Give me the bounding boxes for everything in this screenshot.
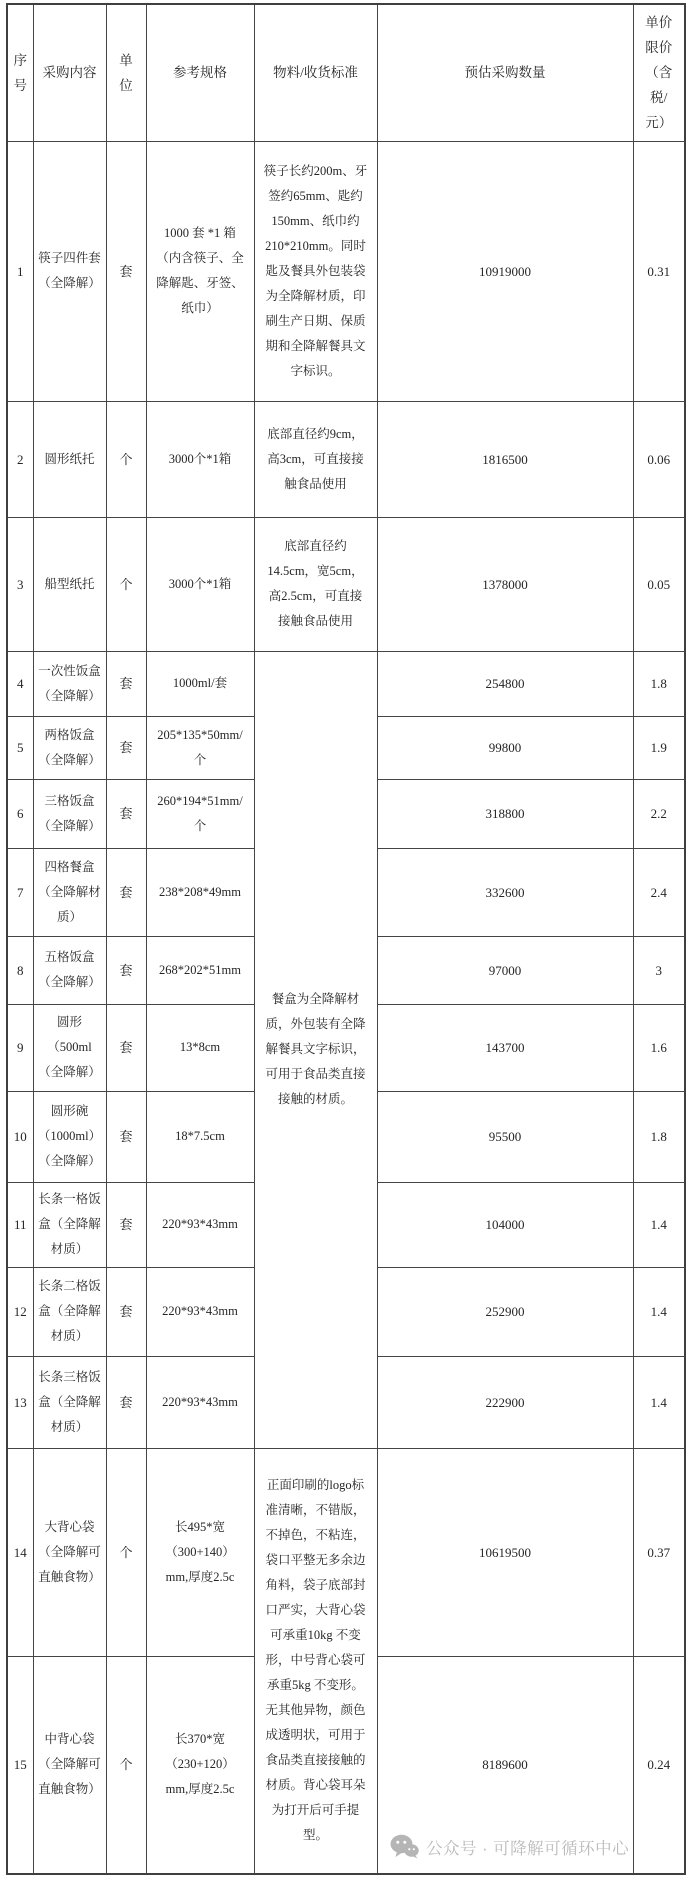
reference-spec: 220*93*43mm <box>146 1356 254 1448</box>
unit: 套 <box>106 1267 146 1356</box>
procurement-content: 中背心袋（全降解可直触食物） <box>33 1656 106 1874</box>
unit-price-limit: 1.8 <box>633 1091 685 1182</box>
unit-price-limit: 1.4 <box>633 1267 685 1356</box>
unit-price-limit: 2.2 <box>633 779 685 848</box>
procurement-content: 三格饭盒（全降解） <box>33 779 106 848</box>
estimated-qty: 8189600 <box>377 1656 633 1874</box>
estimated-qty: 1816500 <box>377 401 633 517</box>
col-header-no: 序号 <box>7 4 33 141</box>
unit: 套 <box>106 936 146 1004</box>
unit-price-limit: 0.31 <box>633 141 685 401</box>
unit: 个 <box>106 1448 146 1656</box>
procurement-content: 大背心袋（全降解可直触食物） <box>33 1448 106 1656</box>
col-header-price: 单价限价（含税/元） <box>633 4 685 141</box>
unit: 套 <box>106 716 146 779</box>
reference-spec: 长370*宽（230+120）mm,厚度2.5c <box>146 1656 254 1874</box>
col-header-unit: 单位 <box>106 4 146 141</box>
procurement-content: 长条一格饭盒（全降解材质） <box>33 1182 106 1267</box>
unit-price-limit: 3 <box>633 936 685 1004</box>
row-number: 8 <box>7 936 33 1004</box>
table-row <box>7 517 685 651</box>
procurement-content: 五格饭盒（全降解） <box>33 936 106 1004</box>
procurement-content: 船型纸托 <box>33 517 106 651</box>
unit: 套 <box>106 651 146 716</box>
watermark-label: 公众号 · 可降解可循环中心 <box>426 1840 630 1858</box>
estimated-qty: 99800 <box>377 716 633 779</box>
col-header-content: 采购内容 <box>33 4 106 141</box>
estimated-qty: 254800 <box>377 651 633 716</box>
procurement-content: 圆形碗（1000ml）（全降解） <box>33 1091 106 1182</box>
reference-spec: 1000ml/套 <box>146 651 254 716</box>
table-row <box>7 141 685 401</box>
estimated-qty: 1378000 <box>377 517 633 651</box>
reference-spec: 220*93*43mm <box>146 1182 254 1267</box>
unit-price-limit: 1.4 <box>633 1356 685 1448</box>
unit-price-limit: 1.4 <box>633 1182 685 1267</box>
procurement-content: 筷子四件套（全降解） <box>33 141 106 401</box>
row-number: 3 <box>7 517 33 651</box>
procurement-content: 两格饭盒（全降解） <box>33 716 106 779</box>
table-row <box>7 1448 685 1656</box>
procurement-content: 一次性饭盒（全降解） <box>33 651 106 716</box>
row-number: 12 <box>7 1267 33 1356</box>
col-header-spec: 参考规格 <box>146 4 254 141</box>
estimated-qty: 332600 <box>377 848 633 936</box>
unit-price-limit: 0.05 <box>633 517 685 651</box>
unit-price-limit: 1.6 <box>633 1004 685 1091</box>
unit-price-limit: 0.37 <box>633 1448 685 1656</box>
row-number: 5 <box>7 716 33 779</box>
unit-price-limit: 1.8 <box>633 651 685 716</box>
unit: 个 <box>106 517 146 651</box>
procurement-content: 圆形（500ml（全降解） <box>33 1004 106 1091</box>
unit-price-limit: 0.06 <box>633 401 685 517</box>
row-number: 10 <box>7 1091 33 1182</box>
material-standard: 餐盒为全降解材质，外包装有全降解餐具文字标识，可用于食品类直接接触的材质。 <box>254 651 377 1448</box>
row-number: 13 <box>7 1356 33 1448</box>
reference-spec: 268*202*51mm <box>146 936 254 1004</box>
reference-spec: 1000 套 *1 箱（内含筷子、全降解匙、牙签、纸巾） <box>146 141 254 401</box>
material-standard: 正面印刷的logo标准清晰，不错版，不掉色，不粘连，袋口平整无多余边角料，袋子底部封口严实，大背心袋可承重10kg 不变形，中号背心袋可承重5kg 不变形。 无其他异物，颜色成透明状，可用于食品类直接接触的材质。背心袋耳朵为打开后可手提型。 <box>254 1448 377 1874</box>
procurement-document-page <box>6 3 686 1875</box>
unit-price-limit: 2.4 <box>633 848 685 936</box>
procurement-content: 长条三格饭盒（全降解材质） <box>33 1356 106 1448</box>
reference-spec: 238*208*49mm <box>146 848 254 936</box>
unit-price-limit: 1.9 <box>633 716 685 779</box>
unit: 个 <box>106 401 146 517</box>
row-number: 7 <box>7 848 33 936</box>
unit-price-limit: 0.24 <box>633 1656 685 1874</box>
reference-spec: 220*93*43mm <box>146 1267 254 1356</box>
material-standard: 底部直径约9cm，高3cm，可直接接触食品使用 <box>254 401 377 517</box>
row-number: 11 <box>7 1182 33 1267</box>
reference-spec: 18*7.5cm <box>146 1091 254 1182</box>
unit: 个 <box>106 1656 146 1874</box>
procurement-table <box>6 3 686 1875</box>
estimated-qty: 10919000 <box>377 141 633 401</box>
estimated-qty: 318800 <box>377 779 633 848</box>
row-number: 6 <box>7 779 33 848</box>
unit: 套 <box>106 1004 146 1091</box>
estimated-qty: 97000 <box>377 936 633 1004</box>
reference-spec: 3000个*1箱 <box>146 401 254 517</box>
procurement-content: 圆形纸托 <box>33 401 106 517</box>
unit: 套 <box>106 848 146 936</box>
col-header-standard: 物料/收货标准 <box>254 4 377 141</box>
estimated-qty: 10619500 <box>377 1448 633 1656</box>
procurement-content: 四格餐盒（全降解材质） <box>33 848 106 936</box>
procurement-content: 长条二格饭盒（全降解材质） <box>33 1267 106 1356</box>
unit: 套 <box>106 141 146 401</box>
reference-spec: 13*8cm <box>146 1004 254 1091</box>
reference-spec: 长495*宽（300+140）mm,厚度2.5c <box>146 1448 254 1656</box>
row-number: 15 <box>7 1656 33 1874</box>
table-row <box>7 401 685 517</box>
reference-spec: 205*135*50mm/个 <box>146 716 254 779</box>
col-header-qty: 预估采购数量 <box>377 4 633 141</box>
table-body <box>7 141 685 1874</box>
unit: 套 <box>106 1091 146 1182</box>
table-header-row <box>7 4 685 141</box>
row-number: 1 <box>7 141 33 401</box>
estimated-qty: 222900 <box>377 1356 633 1448</box>
estimated-qty: 104000 <box>377 1182 633 1267</box>
unit: 套 <box>106 779 146 848</box>
unit: 套 <box>106 1356 146 1448</box>
row-number: 4 <box>7 651 33 716</box>
unit: 套 <box>106 1182 146 1267</box>
table-row <box>7 651 685 716</box>
estimated-qty: 252900 <box>377 1267 633 1356</box>
estimated-qty: 95500 <box>377 1091 633 1182</box>
row-number: 14 <box>7 1448 33 1656</box>
reference-spec: 3000个*1箱 <box>146 517 254 651</box>
material-standard: 底部直径约14.5cm，宽5cm，高2.5cm，可直接接触食品使用 <box>254 517 377 651</box>
material-standard: 筷子长约200m、牙签约65mm、匙约150mm、纸巾约210*210mm。同时匙及餐具外包装袋为全降解材质，印刷生产日期、保质期和全降解餐具文字标识。 <box>254 141 377 401</box>
row-number: 2 <box>7 401 33 517</box>
row-number: 9 <box>7 1004 33 1091</box>
estimated-qty: 143700 <box>377 1004 633 1091</box>
reference-spec: 260*194*51mm/个 <box>146 779 254 848</box>
